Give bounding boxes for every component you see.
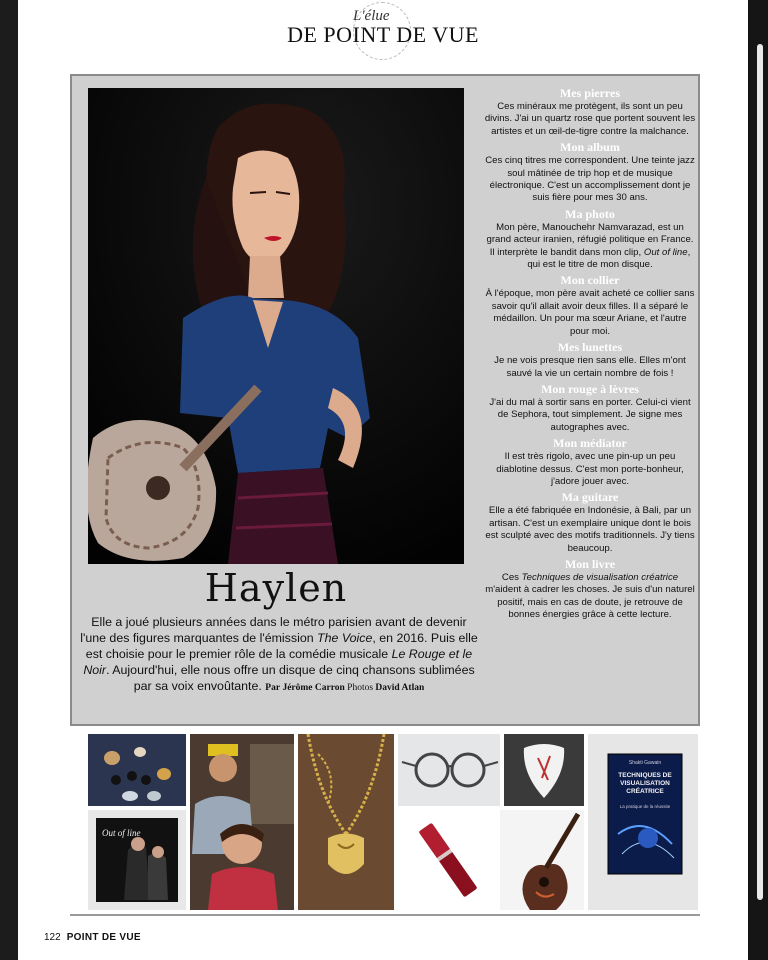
objects-sidebar	[484, 86, 696, 624]
sidebar-text-livre-b: m'aident à cadrer les choses. Je suis d'un naturel positif, mais en cas de doute, je retrouve de bonnes énergies grâce à cette lecture.	[485, 584, 695, 621]
intro-paragraph	[80, 614, 478, 696]
intro-text-1: Elle a joué plusieurs années dans le métro parisien avant de devenir l'une des figures marquantes de l'émission	[80, 615, 467, 645]
sidebar-heading-lunettes: Mes lunettes	[557, 340, 623, 355]
sidebar-text-photo	[484, 222, 696, 272]
album-cover-title: Out of line	[102, 828, 141, 838]
intro-text-3: . Aujourd'hui, elle nous offre un disque de cinq chansons sublimées par sa voix envoûtante.	[106, 663, 475, 693]
sidebar-text-collier: À l'époque, mon père avait acheté ce collier sans savoir qu'il allait avoir deux filles. Il a séparé le médaillon. Un pour ma sœur Ariane, et l'autre pour moi.	[485, 288, 695, 337]
sidebar-text-guitare: Elle a été fabriquée en Indonésie, à Bali, par un artisan. C'est un exemplaire unique dont le bois est sculpté avec des motifs traditionnels. J'y tiens beaucoup.	[485, 505, 695, 554]
stones-photo	[88, 734, 186, 806]
album-illustration	[88, 810, 186, 910]
page-number: 122	[44, 932, 61, 943]
sidebar-heading-rouge: Mon rouge à lèvres	[541, 381, 639, 396]
book-author: Shakti Gawain	[628, 760, 662, 766]
sidebar-text-album: Ces cinq titres me correspondent. Une teinte jazz soul mâtinée de trip hop et de musique électronique. C'est un accomplissement dont je suis fière pour mes 30 ans.	[485, 155, 695, 204]
footer-magazine-name: POINT DE VUE	[66, 932, 141, 943]
necklace-illustration	[298, 734, 394, 910]
byline-author: Jérôme Carron	[282, 683, 345, 693]
page-footer	[44, 932, 141, 943]
sidebar-text-livre-em: Techniques de visualisation créatrice	[521, 571, 679, 583]
sidebar-heading-livre: Mon livre	[564, 556, 616, 571]
book-title: TECHNIQUES DE VISUALISATION CRÉATRICE	[618, 772, 672, 795]
sidebar-text-photo-a: Mon père, Manouchehr Namvarazad, est un grand acteur iranien, réfugié politique en France. Il interprète le bandit dans mon clip,	[486, 221, 694, 258]
family-photo	[190, 734, 294, 910]
header-kicker: L'élue	[353, 8, 390, 24]
section-header	[18, 0, 748, 60]
objects-photo-strip	[88, 734, 698, 910]
sidebar-text-lunettes: Je ne vois presque rien sans elle. Elles m'ont sauvé la vie un certain nombre de fois !	[494, 355, 686, 379]
sidebar-text-photo-b: , qui est le titre de mon disque.	[527, 246, 691, 271]
sidebar-text-rouge: J'ai du mal à sortir sans en porter. Celui-ci vient de Sephora, tout simplement. Je signe mes autographes avec.	[489, 396, 691, 433]
artist-name: Haylen	[204, 566, 348, 610]
sidebar-text-mediator: Il est très rigolo, avec une pin-up un peu diablotine dessus. C'est mon porte-bonheur, j'adore jouer avec.	[496, 451, 684, 487]
book-photo	[588, 734, 698, 910]
pick-illustration	[504, 734, 584, 806]
intro-text-2: , en 2016. Puis elle est choisie pour le premier rôle de la comédie musicale	[85, 631, 478, 661]
byline	[265, 683, 424, 693]
lipstick-illustration	[398, 810, 500, 910]
sidebar-heading-collier: Mon collier	[560, 273, 620, 288]
lipstick-photo	[398, 810, 500, 910]
intro-show-title: The Voice	[317, 631, 373, 645]
guitar-photo	[500, 810, 584, 910]
pick-photo	[504, 734, 584, 806]
glasses-photo	[398, 734, 500, 806]
sidebar-text-livre	[484, 572, 696, 622]
album-photo	[88, 810, 186, 910]
sidebar-text-livre-a: Ces	[501, 571, 522, 583]
book-subtitle: La pratique de la réussite	[619, 804, 671, 809]
sidebar-heading-guitare: Ma guitare	[561, 490, 619, 505]
sidebar-heading-photo: Ma photo	[565, 206, 615, 221]
magazine-page	[18, 0, 748, 960]
portrait-illustration	[88, 88, 464, 564]
header-title: DE POINT DE VUE	[287, 22, 479, 47]
stones-illustration	[88, 734, 186, 806]
intro-musical-title: Le Rouge et le Noir	[83, 647, 473, 677]
sidebar-heading-album: Mon album	[560, 140, 620, 155]
family-illustration	[190, 734, 294, 910]
portrait-photo	[88, 88, 464, 564]
scrollbar-thumb[interactable]	[757, 44, 763, 900]
sidebar-text-pierres: Ces minéraux me protègent, ils sont un peu divins. J'ai un quartz rose que portent souvent les artistes et un œil-de-tigre contre la malchance.	[484, 101, 696, 137]
glasses-illustration	[398, 734, 500, 806]
sidebar-heading-mediator: Mon médiator	[553, 436, 627, 451]
byline-by-label: Par	[265, 683, 281, 693]
byline-photographer: David Atlan	[375, 683, 425, 693]
sidebar-text-photo-em: Out of line	[643, 246, 688, 258]
panel-bottom-rule	[70, 914, 700, 916]
necklace-photo	[298, 734, 394, 910]
byline-photos-label: Photos	[347, 683, 374, 693]
guitar-illustration	[500, 810, 584, 910]
sidebar-heading-pierres: Mes pierres	[559, 86, 621, 100]
